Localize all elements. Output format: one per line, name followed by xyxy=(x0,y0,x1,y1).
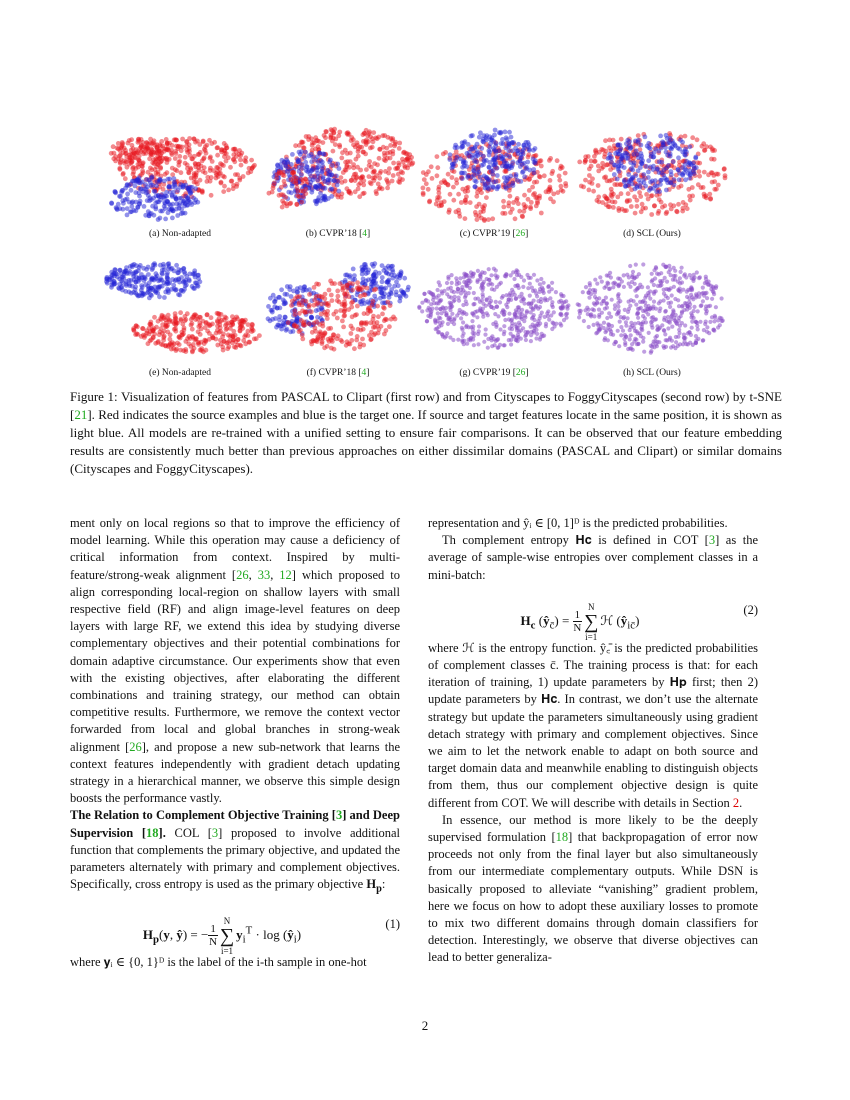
tsne-panel-f xyxy=(256,255,416,363)
subfigure-label-b: (b) CVPR’18 [4] xyxy=(305,229,371,239)
page-number: 2 xyxy=(421,1018,429,1033)
scatter-plot xyxy=(414,258,574,363)
subfigure-label-h: (h) SCL (Ours) xyxy=(623,368,681,378)
scatter-plot xyxy=(414,112,574,230)
subfigure-label-f: (f) CVPR’18 [4] xyxy=(306,368,370,378)
citation-link[interactable]: 3 xyxy=(211,825,219,840)
tsne-panel-a xyxy=(100,118,260,228)
paragraph: where 𝐲ᵢ ∈ {0, 1}ᴰ is the label of the i-th sample in one-hot xyxy=(70,954,367,969)
tsne-panel-g xyxy=(414,258,574,363)
section-heading: The Relation to Complement Objective Training [3] and Deep Supervision [18]. xyxy=(70,808,400,840)
paragraph: The Relation to Complement Objective Training [3] and Deep Supervision [18]. COL [3] proposed to involve additional function that complements the primary objective, and updated the parameters alternately with primary and complement objectives. Specifically, cross entropy is used as the primary objective $H_p$: xyxy=(70,808,400,895)
section-link[interactable]: 2 xyxy=(732,795,740,810)
citation-link[interactable]: 26 xyxy=(236,567,249,582)
subfigure-label-c: (c) CVPR’19 [26] xyxy=(459,229,529,239)
paragraph: ment only on local regions so that to improve the efficiency of model learning. While this operation may cause a deficiency of critical information from context. Inspired by multi-feature/strong-weak alignment [26, 33, 12] which proposed to align corresponding local-region on shallow layers with small respective field (RF) and align image-level features on deep layers with large RF, we extend this idea by studying diverse complementary objectives and their potential combinations for domain adaptive circumstance. Our experiments show that even with the existing objectives, after elaborating the different combinations and training strategy, our method can obtain competitive results. Furthermore, we remove the context vector forwarded from local and global branches in strong-weak alignment [26], and propose a new sub-network that learns the context features independently with gradient detach updating strategy in a hierarchical manner, we observe this simple design boosts the performance vastly. xyxy=(70,516,401,806)
equation-2: $H_c$ $(ŷ_{c̄})$ = $\frac{1}{N}$ N ∑ i=1 ℋ $(ŷ_{ic̄})$ (2) xyxy=(520,601,758,642)
tsne-panel-c xyxy=(414,112,574,230)
tsne-panel-d xyxy=(572,118,732,228)
paragraph: where ℋ is the entropy function. ŷ꜀̄ is the predicted probabilities of complement classes c̄. The training process is that: for each iteration of training, 1) update parameters by 𝐇𝐩 first; then 2) update parameters by 𝐇𝐜. In contrast, we don’t use the alternate strategy but update the parameters simultaneously using gradient detach strategy with primary and complement objectives. Since we aim to let the network enable to adapt on both source and target domain data and meanwhile enabling to distinguish objects from them, thus our complement objective design is quite different from COT. We will describe with details in Section 2. xyxy=(428,640,758,810)
equation-1: $H_p(y$, ŷ) = − $\frac{1}{N}$ N ∑ i=1 $y_i^T \cdot \log$ $(ŷ_i)$ (1) xyxy=(142,915,400,956)
citation-link[interactable]: 33 xyxy=(257,567,271,582)
tsne-panel-b xyxy=(258,118,418,228)
left-column xyxy=(70,515,400,971)
subfigure-label-a: (a) Non-adapted xyxy=(149,229,211,239)
citation-link[interactable]: 26 xyxy=(129,739,142,754)
right-column xyxy=(428,515,758,967)
paragraph: In essence, our method is more likely to be the deeply supervised formulation [18] that backpropagation of error now proceeds not only from the final layer but also simultaneously from our intermediate complementary outputs. While DSN is basically proposed to alleviate “vanishing” gradient problem, here we focus on how to adopt these auxiliary losses to promote to mix two different domains through domain classifiers for detection. Interestingly, we observe that diverse objectives can lead to better generaliza- xyxy=(428,812,759,965)
citation-link[interactable]: 21 xyxy=(74,407,88,422)
paragraph: representation and ŷᵢ ∈ [0, 1]ᴰ is the predicted probabilities. xyxy=(428,516,728,530)
scatter-plot xyxy=(258,118,418,228)
scatter-plot xyxy=(96,252,266,364)
scatter-plot xyxy=(572,118,732,228)
citation-link[interactable]: 12 xyxy=(279,567,292,582)
citation-link[interactable]: 3 xyxy=(708,533,716,548)
subfigure-label-d: (d) SCL (Ours) xyxy=(623,229,681,239)
scatter-plot xyxy=(572,252,732,364)
scatter-plot xyxy=(100,118,260,228)
citation-link[interactable]: 18 xyxy=(555,830,569,845)
scatter-plot xyxy=(256,255,416,363)
tsne-panel-h xyxy=(572,252,732,364)
subfigure-label-g: (g) CVPR’19 [26] xyxy=(459,368,529,378)
figure-caption: Figure 1: Visualization of features from PASCAL to Clipart (first row) and from Cityscapes to FoggyCityscapes (second row) by t-SNE [21]. Red indicates the source examples and blue is the target one. If source and target features locate in the same position, it is shown as light blue. All models are re-trained with a unified setting to ensure fair comparisons. It can be observed that our feature embedding results are consistently much better than previous approaches on either dissimilar domains (PASCAL and Clipart) or similar domains (Cityscapes and FoggyCityscapes). xyxy=(70,389,782,476)
paragraph: Th complement entropy 𝐇𝐜 is defined in COT [3] as the average of sample-wise entropies over complement classes in a mini-batch: xyxy=(428,533,758,582)
tsne-panel-e xyxy=(96,252,266,364)
subfigure-label-e: (e) Non-adapted xyxy=(149,368,211,378)
